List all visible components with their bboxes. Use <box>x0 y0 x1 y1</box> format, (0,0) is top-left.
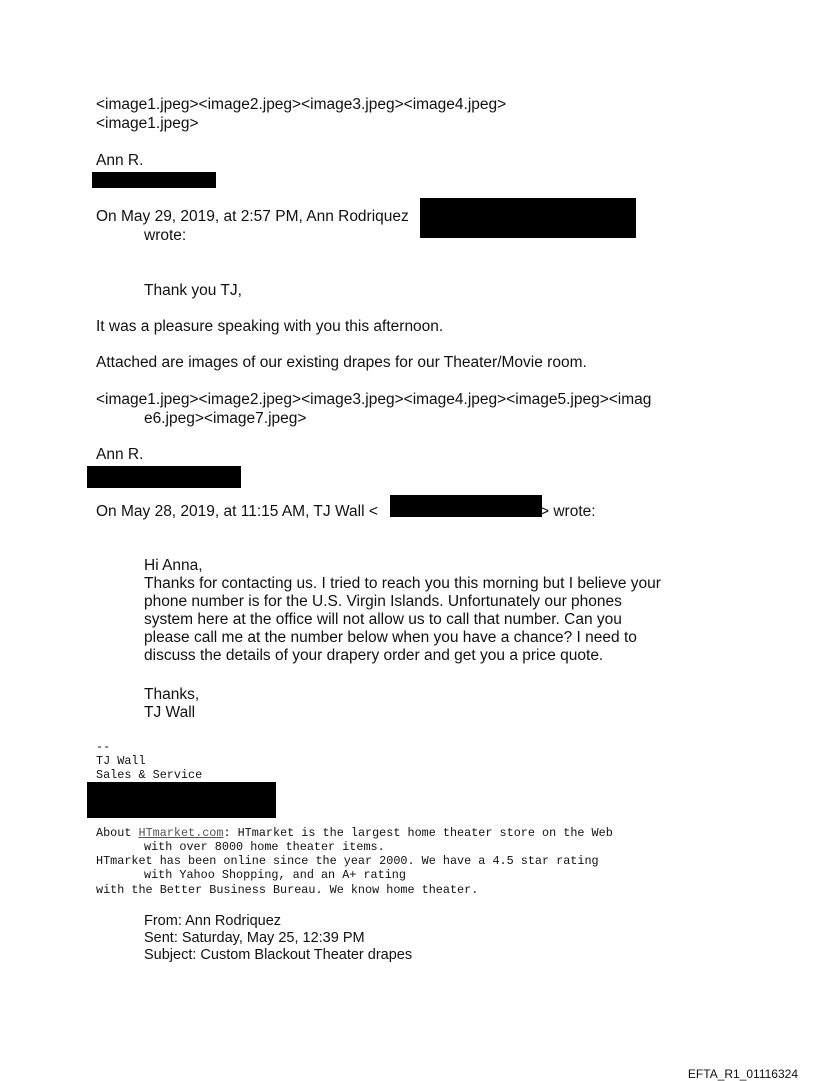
original-from: From: Ann Rodriquez <box>144 913 282 929</box>
reply-header-continued: wrote: <box>144 227 187 244</box>
about-line: with over 8000 home theater items. <box>144 840 385 854</box>
about-line: with the Better Business Bureau. We know home theater. <box>96 883 479 897</box>
message-line: It was a pleasure speaking with you this afternoon. <box>96 318 444 335</box>
image-attachments-line: e6.jpeg><image7.jpeg> <box>144 410 307 427</box>
redaction-box <box>92 172 216 188</box>
redaction-box <box>87 466 241 488</box>
original-sent: Sent: Saturday, May 25, 12:39 PM <box>144 930 365 946</box>
image-attachments-line: <image1.jpeg> <box>96 115 199 132</box>
signature-name: Ann R. <box>96 152 144 169</box>
redaction-box <box>420 198 636 238</box>
message-greeting: Hi Anna, <box>144 557 203 574</box>
message-sender-name: TJ Wall <box>144 704 196 721</box>
redaction-box <box>390 495 542 517</box>
signature-separator: -- <box>96 740 111 754</box>
document-id: EFTA_R1_01116324 <box>687 1067 798 1081</box>
original-subject: Subject: Custom Blackout Theater drapes <box>144 947 413 963</box>
reply-header: On May 29, 2019, at 2:57 PM, Ann Rodriquez <box>96 208 409 225</box>
redaction-box <box>87 782 276 818</box>
about-line <box>96 826 613 840</box>
about-text: : HTmarket is the largest home theater store on the Web <box>223 826 613 840</box>
message-closing: Thanks, <box>144 686 200 703</box>
htmarket-link[interactable]: HTmarket.com <box>138 826 224 840</box>
message-body: Thanks for contacting us. I tried to reach you this morning but I believe your phone number is for the U.S. Virgin Islands. Unfortunately our phones system here at the office will not allow us to call that number. Can you please call me at the number below when you have a chance? I need to discuss the details of your drapery order and get you a price quote. <box>144 575 661 664</box>
reply-header: On May 28, 2019, at 11:15 AM, TJ Wall < <box>96 503 378 520</box>
image-attachments-line: <image1.jpeg><image2.jpeg><image3.jpeg><image4.jpeg><image5.jpeg><imag <box>96 391 652 408</box>
signature-name: TJ Wall <box>96 754 146 768</box>
signature-title: Sales & Service <box>96 768 203 782</box>
message-greeting: Thank you TJ, <box>144 282 242 299</box>
about-line: with Yahoo Shopping, and an A+ rating <box>144 868 406 882</box>
image-attachments-line: <image1.jpeg><image2.jpeg><image3.jpeg><image4.jpeg> <box>96 96 507 113</box>
signature-name: Ann R. <box>96 446 144 463</box>
about-line: HTmarket has been online since the year 2000. We have a 4.5 star rating <box>96 854 599 868</box>
message-line: Attached are images of our existing drapes for our Theater/Movie room. <box>96 354 587 371</box>
reply-header-continued: > wrote: <box>540 503 596 520</box>
about-prefix: About <box>96 826 139 840</box>
